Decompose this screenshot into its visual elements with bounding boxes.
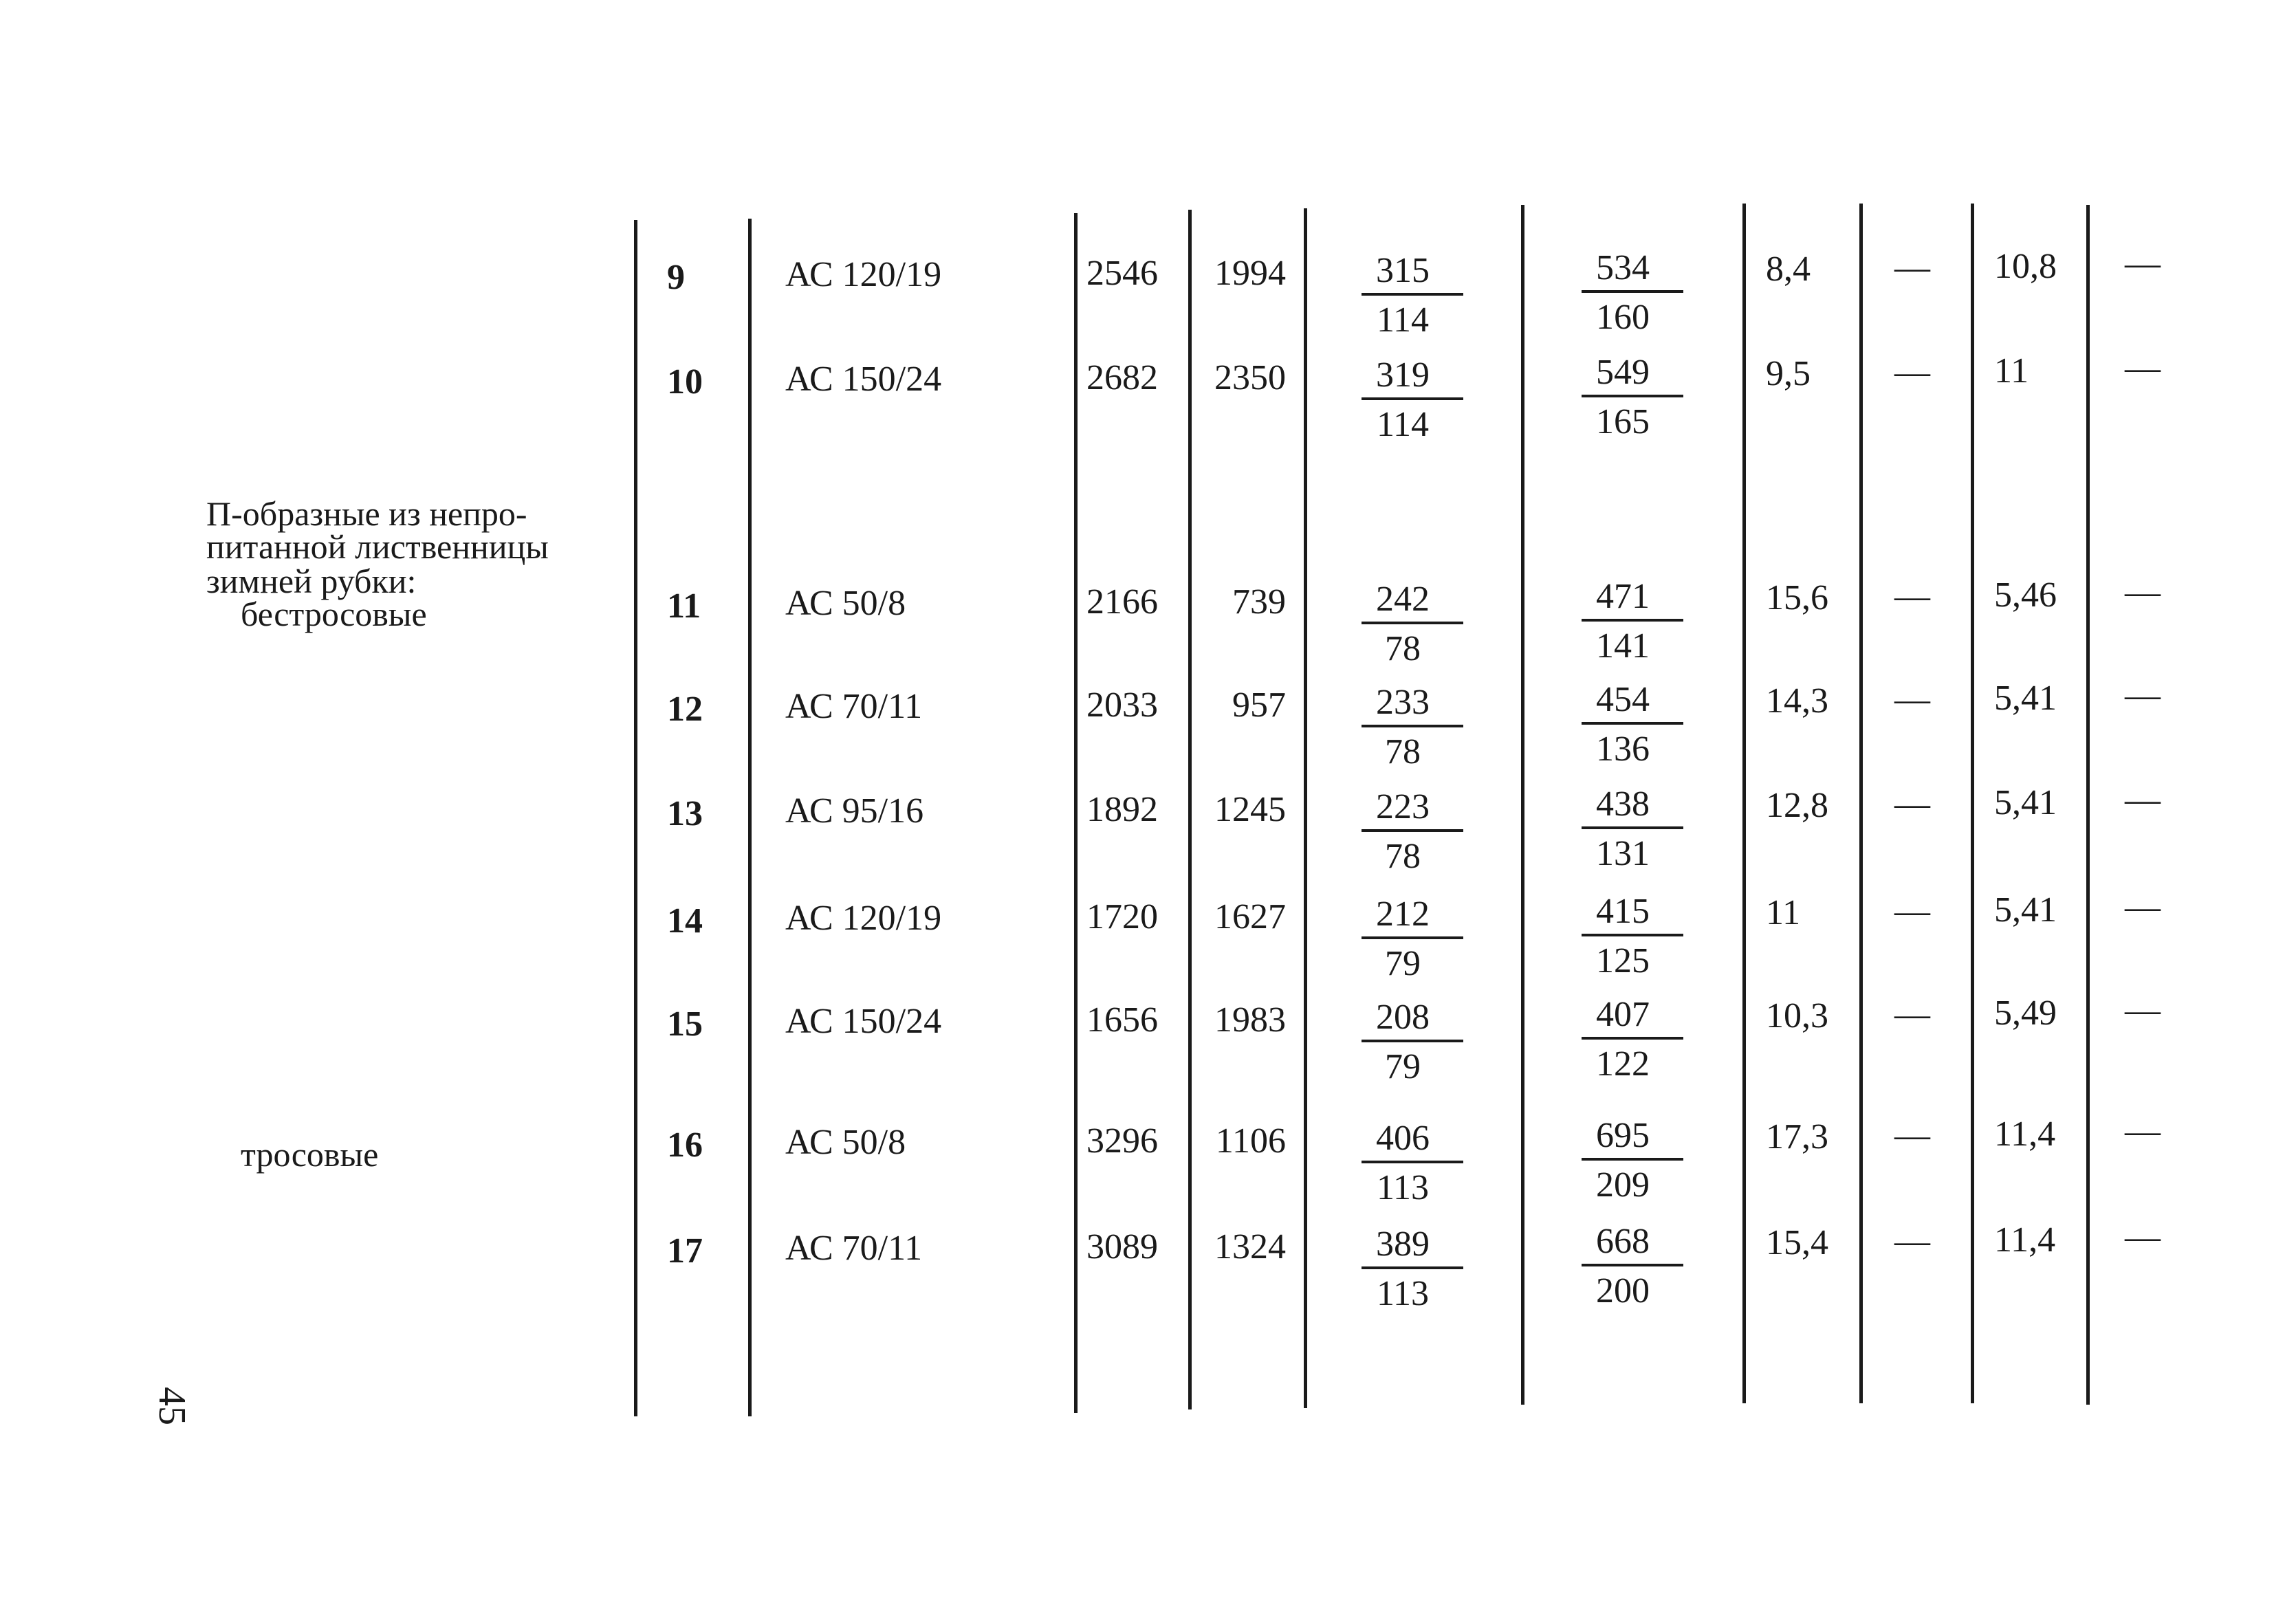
category-line: питанной лиственницы <box>206 527 549 566</box>
column-rule <box>634 220 637 1416</box>
fraction-denominator: 136 <box>1596 729 1650 769</box>
cell-value-e: 5,46 <box>1994 575 2057 615</box>
fraction-denominator: 200 <box>1596 1271 1650 1310</box>
fraction-bar <box>1582 934 1683 936</box>
wire-type: АС 70/11 <box>785 1229 923 1268</box>
cell-value-a: 1656 <box>1086 1000 1158 1040</box>
category-line: зимней рубки: <box>206 562 417 600</box>
fraction-numerator: 534 <box>1596 248 1650 287</box>
cell-value-b: 1324 <box>1214 1227 1286 1266</box>
row-number: 10 <box>667 362 703 402</box>
subcategory-label: тросовые <box>241 1135 379 1174</box>
fraction-numerator: 549 <box>1596 353 1650 392</box>
cell-value-c: 15,6 <box>1766 578 1828 617</box>
cell-value-e: 11 <box>1994 351 2029 391</box>
cell-value-b: 1245 <box>1214 790 1286 829</box>
row-number: 11 <box>667 586 701 626</box>
fraction-denominator: 165 <box>1596 402 1650 441</box>
fraction-bar <box>1362 622 1463 624</box>
fraction-numerator: 668 <box>1596 1222 1650 1261</box>
cell-dash: — <box>2125 1218 2161 1257</box>
cell-value-b: 1994 <box>1214 254 1286 293</box>
fraction-numerator: 406 <box>1376 1119 1430 1158</box>
fraction-bar <box>1362 293 1463 296</box>
cell-dash: — <box>1894 680 1930 719</box>
cell-dash: — <box>1894 353 1930 392</box>
column-rule <box>1521 205 1524 1405</box>
fraction-denominator: 160 <box>1596 298 1650 337</box>
fraction-numerator: 212 <box>1376 895 1430 934</box>
fraction-bar <box>1582 290 1683 293</box>
fraction-denominator: 114 <box>1376 300 1430 340</box>
column-rule <box>1074 213 1078 1413</box>
fraction-denominator: 79 <box>1385 1047 1421 1086</box>
fraction-bar <box>1582 826 1683 829</box>
fraction-denominator: 78 <box>1385 629 1421 668</box>
cell-dash: — <box>2125 573 2161 612</box>
column-rule <box>1188 210 1192 1409</box>
column-rule <box>1304 208 1307 1408</box>
page-number: 45 <box>151 1387 193 1425</box>
cell-value-e: 5,41 <box>1994 890 2057 930</box>
fraction-numerator: 242 <box>1376 580 1430 619</box>
column-rule <box>2086 205 2090 1405</box>
wire-type: АС 50/8 <box>785 1123 906 1162</box>
cell-value-c: 8,4 <box>1766 250 1811 289</box>
fraction-numerator: 407 <box>1596 995 1650 1034</box>
fraction-bar <box>1362 936 1463 939</box>
column-rule <box>1971 204 1974 1403</box>
cell-value-a: 1892 <box>1086 790 1158 829</box>
fraction-numerator: 438 <box>1596 784 1650 824</box>
fraction-denominator: 113 <box>1376 1274 1430 1313</box>
fraction-numerator: 208 <box>1376 998 1430 1037</box>
wire-type: АС 95/16 <box>785 791 924 831</box>
cell-dash: — <box>1894 1116 1930 1155</box>
row-number: 15 <box>667 1005 703 1044</box>
cell-value-c: 11 <box>1766 893 1801 932</box>
fraction-bar <box>1362 1266 1463 1269</box>
category-line: П-образные из непро- <box>206 494 527 533</box>
fraction-numerator: 415 <box>1596 892 1650 931</box>
fraction-denominator: 114 <box>1376 405 1430 444</box>
fraction-denominator: 113 <box>1376 1168 1430 1207</box>
column-rule <box>1859 204 1863 1403</box>
cell-value-a: 3089 <box>1086 1227 1158 1266</box>
cell-value-e: 10,8 <box>1994 247 2057 286</box>
fraction-bar <box>1362 397 1463 400</box>
fraction-numerator: 389 <box>1376 1225 1430 1264</box>
cell-dash: — <box>1894 248 1930 287</box>
cell-value-a: 2166 <box>1086 582 1158 622</box>
cell-value-b: 1106 <box>1215 1121 1286 1161</box>
row-number: 16 <box>667 1126 703 1165</box>
cell-value-b: 2350 <box>1214 358 1286 397</box>
wire-type: АС 150/24 <box>785 360 942 399</box>
cell-value-a: 2546 <box>1086 254 1158 293</box>
cell-dash: — <box>1894 784 1930 824</box>
fraction-bar <box>1582 722 1683 725</box>
cell-dash: — <box>2125 676 2161 715</box>
column-rule <box>748 219 752 1416</box>
fraction-denominator: 131 <box>1596 834 1650 873</box>
cell-value-b: 739 <box>1232 582 1286 622</box>
fraction-denominator: 209 <box>1596 1165 1650 1205</box>
cell-value-c: 17,3 <box>1766 1117 1828 1156</box>
fraction-denominator: 79 <box>1385 944 1421 983</box>
fraction-numerator: 233 <box>1376 683 1430 722</box>
row-number: 17 <box>667 1231 703 1271</box>
fraction-denominator: 78 <box>1385 732 1421 771</box>
row-number: 12 <box>667 690 703 729</box>
cell-dash: — <box>1894 1222 1930 1261</box>
cell-dash: — <box>1894 995 1930 1034</box>
fraction-numerator: 471 <box>1596 577 1650 616</box>
fraction-bar <box>1362 1040 1463 1042</box>
cell-dash: — <box>2125 1112 2161 1151</box>
column-rule <box>1742 204 1746 1403</box>
fraction-denominator: 125 <box>1596 941 1650 980</box>
fraction-bar <box>1582 1037 1683 1040</box>
wire-type: АС 50/8 <box>785 584 906 623</box>
cell-value-c: 12,8 <box>1766 786 1828 825</box>
cell-value-a: 2682 <box>1086 358 1158 397</box>
cell-dash: — <box>1894 892 1930 931</box>
row-number: 9 <box>667 258 685 297</box>
fraction-bar <box>1582 1264 1683 1266</box>
cell-value-e: 5,41 <box>1994 783 2057 822</box>
subcategory-label: бестросовые <box>241 595 427 633</box>
fraction-denominator: 141 <box>1596 626 1650 666</box>
cell-value-c: 14,3 <box>1766 681 1828 721</box>
fraction-bar <box>1582 395 1683 397</box>
wire-type: АС 120/19 <box>785 255 942 294</box>
row-number: 14 <box>667 901 703 941</box>
fraction-denominator: 78 <box>1385 837 1421 876</box>
cell-value-c: 10,3 <box>1766 996 1828 1035</box>
fraction-bar <box>1582 1158 1683 1161</box>
cell-dash: — <box>2125 244 2161 283</box>
cell-value-e: 11,4 <box>1994 1220 2056 1260</box>
cell-dash: — <box>2125 888 2161 927</box>
cell-value-e: 5,41 <box>1994 679 2057 718</box>
fraction-numerator: 454 <box>1596 680 1650 719</box>
wire-type: АС 70/11 <box>785 687 923 726</box>
wire-type: АС 120/19 <box>785 899 942 938</box>
fraction-denominator: 122 <box>1596 1044 1650 1084</box>
cell-value-c: 9,5 <box>1766 354 1811 393</box>
cell-value-a: 3296 <box>1086 1121 1158 1161</box>
cell-dash: — <box>2125 780 2161 820</box>
cell-dash: — <box>2125 991 2161 1030</box>
cell-value-e: 5,49 <box>1994 994 2057 1033</box>
row-number: 13 <box>667 794 703 833</box>
fraction-bar <box>1582 619 1683 622</box>
cell-value-a: 2033 <box>1086 685 1158 725</box>
wire-type: АС 150/24 <box>785 1002 942 1041</box>
cell-value-b: 957 <box>1232 685 1286 725</box>
cell-value-b: 1983 <box>1214 1000 1286 1040</box>
cell-dash: — <box>1894 577 1930 616</box>
fraction-bar <box>1362 1161 1463 1163</box>
fraction-bar <box>1362 725 1463 727</box>
cell-value-a: 1720 <box>1086 897 1158 936</box>
fraction-numerator: 315 <box>1376 251 1430 290</box>
fraction-numerator: 695 <box>1596 1116 1650 1155</box>
fraction-numerator: 319 <box>1376 355 1430 395</box>
fraction-bar <box>1362 829 1463 832</box>
fraction-numerator: 223 <box>1376 787 1430 826</box>
cell-value-b: 1627 <box>1214 897 1286 936</box>
cell-value-e: 11,4 <box>1994 1115 2056 1154</box>
cell-dash: — <box>2125 349 2161 388</box>
cell-value-c: 15,4 <box>1766 1223 1828 1262</box>
